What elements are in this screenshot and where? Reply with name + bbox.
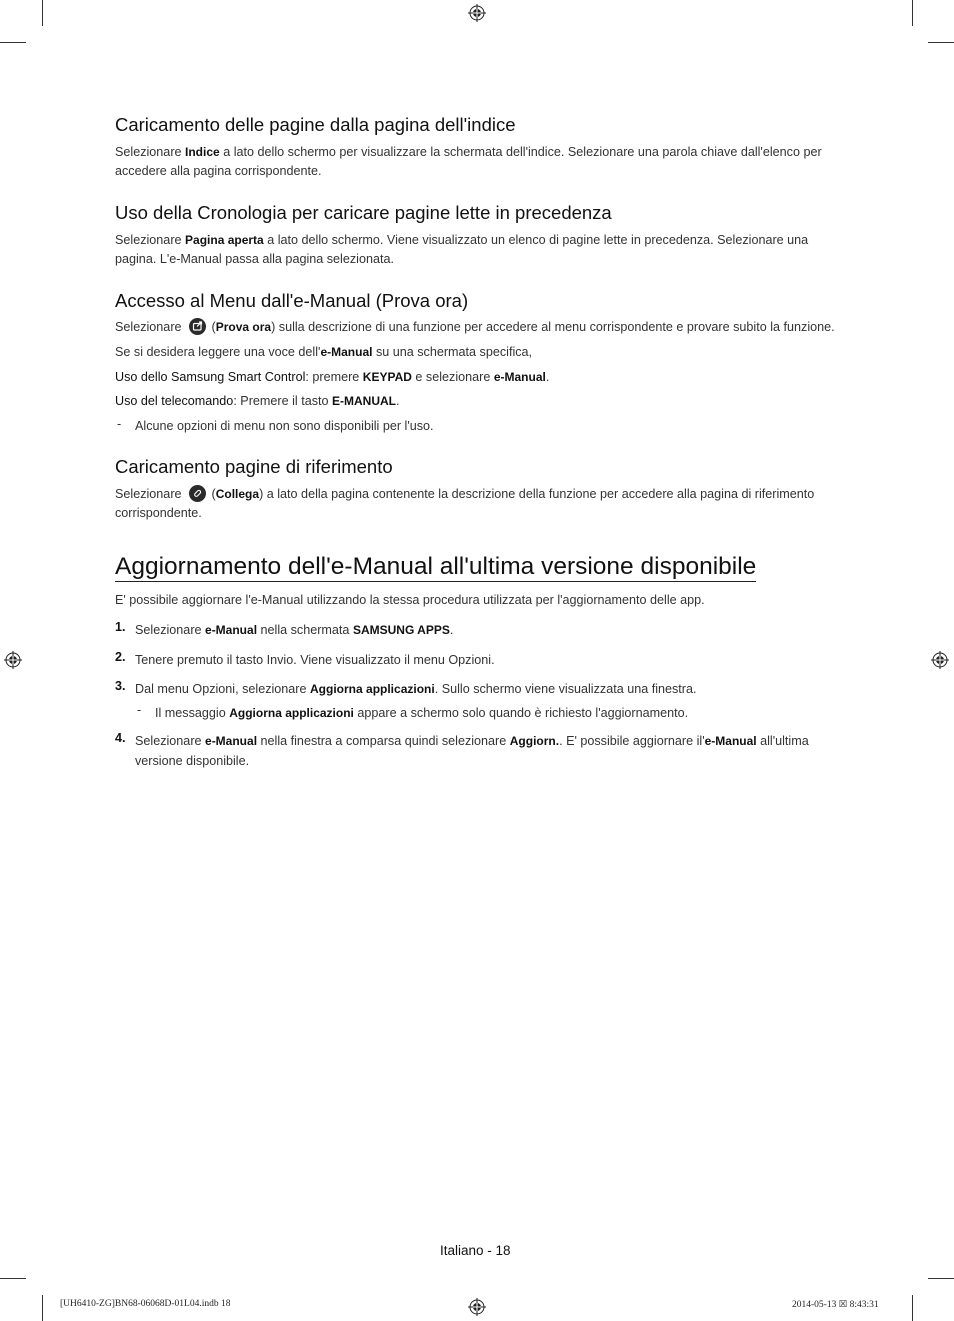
crop-mark	[912, 1295, 913, 1321]
paragraph-cronologia	[115, 231, 843, 269]
ui-term-aggiorna-applicazioni: Aggiorna applicazioni	[229, 706, 354, 720]
step-2: Tenere premuto il tasto Invio. Viene visualizzato il menu Opzioni.	[135, 653, 495, 667]
paragraph-indice	[115, 143, 843, 181]
ui-term-e-manual: e-Manual	[205, 623, 258, 637]
text: Selezionare	[115, 487, 186, 501]
text: Selezionare	[115, 320, 186, 334]
text: Selezionare	[115, 145, 186, 159]
section-title-accesso: Accesso al Menu dall'e-Manual (Prova ora)	[115, 290, 469, 311]
text: .	[449, 623, 454, 637]
text: .	[545, 370, 550, 384]
paragraph-riferimento	[115, 485, 843, 523]
text: .	[396, 394, 400, 408]
text: a lato dello schermo. Viene visualizzato un elenco di pagine lette in precedenza. Selezionare una pagina. L'e-Manual passa alla pagina selezionata.	[115, 233, 809, 266]
ui-term-e-manual-key: E-MANUAL	[332, 394, 396, 408]
crop-mark	[42, 1295, 43, 1321]
step-4	[135, 731, 835, 771]
ui-term-samsung-apps: SAMSUNG APPS	[352, 623, 450, 637]
ui-term-aggiorna-applicazioni: Aggiorna applicazioni	[310, 682, 435, 696]
text: . Sullo schermo viene visualizzata una finestra.	[434, 682, 697, 696]
text: : premere	[305, 370, 363, 384]
text: e selezionare	[411, 370, 494, 384]
page-number: Italiano - 18	[440, 1243, 511, 1258]
crop-mark	[928, 1278, 954, 1279]
text: Dal menu Opzioni, selezionare	[135, 682, 311, 696]
ui-term-indice: Indice	[185, 145, 220, 159]
text: Se si desidera leggere una voce dell'	[115, 345, 321, 359]
step-number: 1.	[115, 620, 126, 634]
text: all'ultima versione disponibile.	[135, 734, 809, 768]
text: su una schermata specifica,	[372, 345, 533, 359]
text: ) a lato della pagina contenente la descrizione della funzione per accedere alla pagina di riferimento corrispondente.	[115, 487, 815, 520]
paragraph-aggiornamento-intro: E' possibile aggiornare l'e-Manual utilizzando la stessa procedura utilizzata per l'aggiornamento delle app.	[115, 593, 705, 607]
text: nella schermata	[257, 623, 353, 637]
main-heading-aggiornamento: Aggiornamento dell'e-Manual all'ultima versione disponibile	[115, 553, 757, 580]
registration-mark-icon	[468, 4, 486, 22]
step-number: 3.	[115, 679, 126, 693]
section-title-cronologia: Uso della Cronologia per caricare pagine lette in precedenza	[115, 202, 612, 223]
text: : Premere il tasto	[233, 394, 332, 408]
step-3	[135, 679, 835, 699]
paragraph-accesso-2	[115, 343, 843, 362]
section-title-riferimento: Caricamento pagine di riferimento	[115, 456, 393, 477]
text: nella finestra a comparsa quindi selezionare	[257, 734, 510, 748]
crop-mark	[928, 42, 954, 43]
text: Selezionare	[115, 233, 186, 247]
paragraph-accesso-1	[115, 318, 843, 337]
step-1	[135, 620, 835, 640]
section-title-indice: Caricamento delle pagine dalla pagina dell'indice	[115, 114, 516, 135]
ui-term-aggiorn: Aggiorn.	[509, 734, 560, 748]
crop-mark	[0, 1278, 26, 1279]
ui-term-smart-control: Uso dello Samsung Smart Control	[115, 370, 306, 384]
ui-term-e-manual: e-Manual	[320, 345, 373, 359]
paragraph-accesso-4	[115, 392, 843, 411]
ui-term-keypad: KEYPAD	[362, 370, 412, 384]
registration-mark-icon	[931, 651, 949, 669]
ui-term-prova-ora: Prova ora	[215, 320, 272, 334]
text: Selezionare	[135, 734, 206, 748]
step-3-note	[155, 703, 835, 723]
text: Selezionare	[135, 623, 206, 637]
text: ) sulla descrizione di una funzione per accedere al menu corrispondente e provare subito la funzione.	[271, 320, 835, 334]
ui-term-collega: Collega	[215, 487, 260, 501]
crop-mark	[42, 0, 43, 26]
try-now-icon	[189, 318, 206, 335]
registration-mark-icon	[4, 651, 22, 669]
ui-term-pagina-aperta: Pagina aperta	[185, 233, 264, 247]
note-dash: -	[117, 417, 122, 431]
text: a lato dello schermo per visualizzare la schermata dell'indice. Selezionare una parola chiave dall'elenco per accedere alla pagina corrispondente.	[115, 145, 822, 178]
ui-term-e-manual: e-Manual	[704, 734, 757, 748]
ui-term-e-manual: e-Manual	[493, 370, 546, 384]
note-dash: -	[137, 703, 142, 717]
print-slug-right: 2014-05-13 ☒ 8:43:31	[792, 1300, 879, 1310]
step-number: 4.	[115, 731, 126, 745]
text: Il messaggio	[155, 706, 230, 720]
note-accesso: Alcune opzioni di menu non sono disponibili per l'uso.	[135, 419, 434, 433]
paragraph-accesso-3	[115, 368, 843, 387]
crop-mark	[0, 42, 26, 43]
print-slug-left: [UH6410-ZG]BN68-06068D-01L04.indb 18	[60, 1299, 231, 1309]
ui-term-e-manual: e-Manual	[205, 734, 258, 748]
text: appare a schermo solo quando è richiesto l'aggiornamento.	[353, 706, 689, 720]
crop-mark	[912, 0, 913, 26]
text: . E' possibile aggiornare il'	[559, 734, 705, 748]
step-number: 2.	[115, 650, 126, 664]
link-icon	[189, 485, 206, 502]
ui-term-telecomando: Uso del telecomando	[115, 394, 234, 408]
registration-mark-icon	[468, 1298, 486, 1316]
text: (	[208, 320, 216, 334]
text: (	[208, 487, 216, 501]
